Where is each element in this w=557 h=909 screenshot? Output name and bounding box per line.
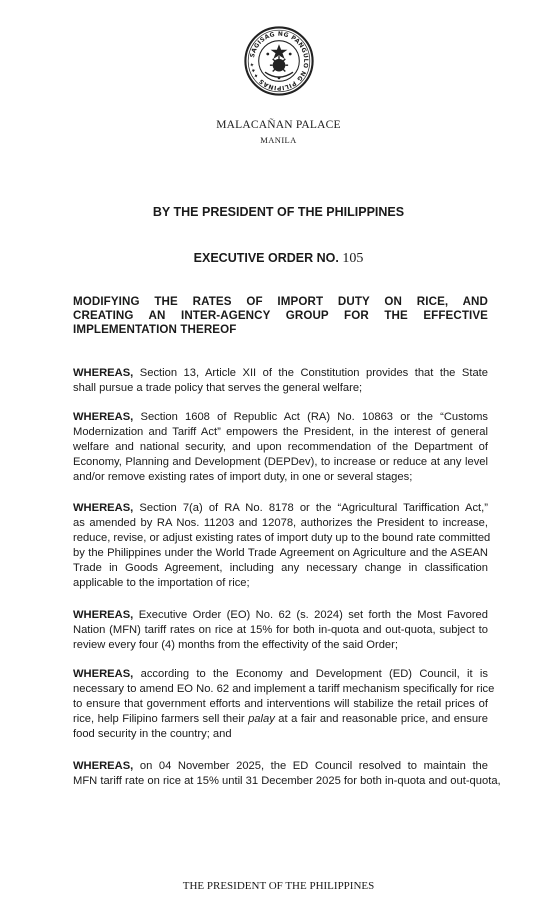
whereas-clause [73,608,488,653]
clause-line: Economy, Planning and Development (DEPDev), to increase or reduce at any level [73,456,488,468]
clause-line: to ensure that government efforts and interventions will stabilize the retail prices of [73,698,488,710]
executive-order-heading [0,251,557,267]
clause-line: Nation (MFN) tariff rates on rice at 15% for both in-quota and out-quota, subject to [73,624,488,636]
title-line: MODIFYING THE RATES OF IMPORT DUTY ON RICE, AND [73,295,488,308]
svg-text:SAGISAG NG PANGULO NG PILIPINA: SAGISAG NG PANGULO NG PILIPINAS ✦✦✦ [248,30,310,92]
title-line: CREATING AN INTER-AGENCY GROUP FOR THE EFFECTIVE [73,309,488,322]
clause-line: food security in the country; and [73,728,232,740]
executive-order-label: EXECUTIVE ORDER NO. [193,251,339,265]
clause-line: MFN tariff rate on rice at 15% until 31 December 2025 for both in-quota and out-quota, [73,775,501,787]
clause-line: WHEREAS, Section 1608 of Republic Act (RA) No. 10863 or the “Customs [73,411,488,423]
clause-line: WHEREAS, according to the Economy and Development (ED) Council, it is [73,668,489,680]
palace-name: MALACAÑAN PALACE [216,119,341,131]
whereas-keyword: WHEREAS, [73,367,134,379]
clause-line: WHEREAS, Section 7(a) of RA No. 8178 or the “Agricultural Tariffication Act,” [73,502,488,514]
clause-line: welfare and national security, and upon recommendation of the Department of [73,441,488,453]
clause-line: necessary to amend EO No. 62 and implement a tariff mechanism specifically for rice [73,683,495,695]
whereas-clause [73,366,488,396]
page-footer: THE PRESIDENT OF THE PHILIPPINES [182,880,375,892]
clause-line: review every four (4) months from the effectivity of the said Order; [73,639,398,651]
order-title [73,295,488,337]
title-line: IMPLEMENTATION THEREOF [73,323,237,336]
clause-line: as amended by RA Nos. 11203 and 12078, authorizes the President to increase, [73,517,488,529]
clause-line: WHEREAS, Executive Order (EO) No. 62 (s. 2024) set forth the Most Favored [73,609,489,621]
italic-term: palay [248,713,275,725]
clause-line: reduce, revise, or adjust existing rates of import duty up to the bound rate committed [73,532,491,544]
clause-line: WHEREAS, Section 13, Article XII of the Constitution provides that the State [73,367,488,379]
palace-city: MANILA [260,135,297,145]
whereas-clause [73,667,495,742]
clause-line: by the Philippines under the World Trade Agreement on Agriculture and the ASEAN [73,547,488,559]
clause-line: and/or remove existing rates of import duty, in one or several stages; [73,471,413,483]
clause-line: applicable to the importation of rice; [73,577,250,589]
whereas-keyword: WHEREAS, [73,502,134,514]
by-the-president-heading: BY THE PRESIDENT OF THE PHILIPPINES [152,205,405,219]
whereas-keyword: WHEREAS, [73,760,134,772]
clause-line: Modernization and Tariff Act” empowers the President, in the interest of general [73,426,488,438]
clause-line: Trade in Goods Agreement, including any necessary change in classification [73,562,488,574]
whereas-keyword: WHEREAS, [73,411,134,423]
clause-line: shall pursue a trade policy that serves the general welfare; [73,382,363,394]
executive-order-number: 105 [342,251,364,266]
whereas-clause [73,759,501,789]
whereas-keyword: WHEREAS, [73,609,134,621]
clause-line: WHEREAS, on 04 November 2025, the ED Council resolved to maintain the [73,760,488,772]
whereas-clause [73,410,488,485]
clause-line: rice, help Filipino farmers sell their palay at a fair and reasonable price, and ensure [73,713,489,725]
presidential-seal [244,26,314,96]
whereas-keyword: WHEREAS, [73,668,134,680]
whereas-clause [73,501,491,591]
